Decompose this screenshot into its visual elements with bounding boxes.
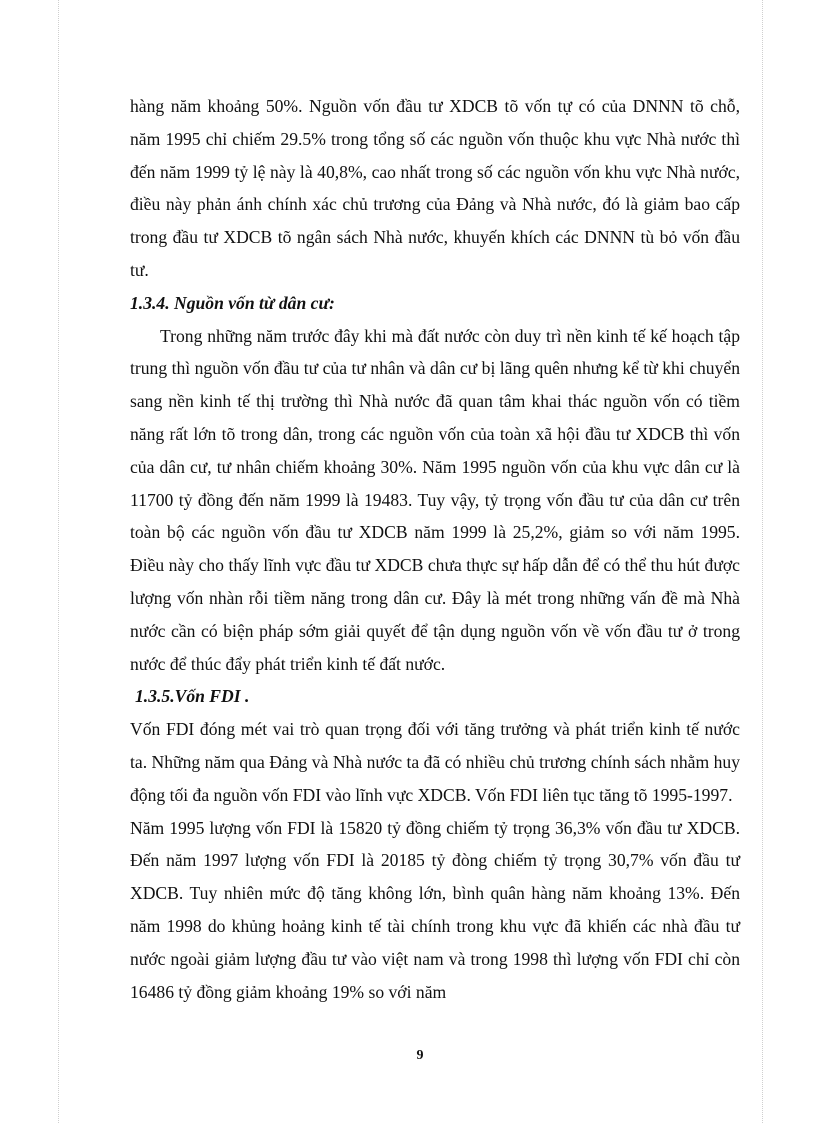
paragraph-state-capital: hàng năm khoảng 50%. Nguồn vốn đầu tư XDCB tõ vốn tự có của DNNN tõ chỗ, năm 1995 chỉ chiếm 29.5% trong tổng số các nguồn vốn thuộc khu vực Nhà nước thì đến năm 1999 tỷ lệ này là 40,8%, cao nhất trong số các nguồn vốn khu vực Nhà nước, điều này phản ánh chính xác chủ trương của Đảng và Nhà nước, đó là giảm bao cấp trong đầu tư XDCB tõ ngân sách Nhà nước, khuyến khích các DNNN tù bỏ vốn đầu tư.: [130, 96, 740, 280]
page-number: 9: [416, 1048, 424, 1063]
page-margin-guide-left: [58, 0, 59, 1123]
section-heading-fdi: 1.3.5.Vốn FDI .: [135, 686, 250, 707]
document-body: [130, 90, 740, 1008]
section-heading-residential-capital: 1.3.4. Nguồn vốn từ dân cư:: [130, 292, 335, 313]
paragraph-fdi-role: Vốn FDI đóng mét vai trò quan trọng đối với tăng trưởng và phát triển kinh tế nước ta. Những năm qua Đảng và Nhà nước ta đã có nhiều chủ trương chính sách nhằm huy động tối đa nguồn vốn FDI vào lĩnh vực XDCB. Vốn FDI liên tục tăng tõ 1995-1997.: [130, 719, 740, 805]
page-margin-guide-right: [762, 0, 763, 1123]
paragraph-residential-capital: Trong những năm trước đây khi mà đất nước còn duy trì nền kinh tế kế hoạch tập trung thì nguồn vốn đầu tư của tư nhân và dân cư bị lãng quên nhưng kể từ khi chuyển sang nền kinh tế thị trường thì Nhà nước đã quan tâm khai thác nguồn vốn có tiềm năng rất lớn tõ trong dân, trong các nguồn vốn của toàn xã hội đầu tư XDCB thì vốn của dân cư, tư nhân chiếm khoảng 30%. Năm 1995 nguồn vốn của khu vực dân cư là 11700 tỷ đồng đến năm 1999 là 19483. Tuy vậy, tỷ trọng vốn đầu tư của dân cư trên toàn bộ các nguồn vốn đầu tư XDCB năm 1999 là 25,2%, giảm so với năm 1995. Điều này cho thấy lĩnh vực đầu tư XDCB chưa thực sự hấp dẫn để có thể thu hút được lượng vốn nhàn rỗi tiềm năng trong dân cư. Đây là mét trong những vấn đề mà Nhà nước cần có biện pháp sớm giải quyết để tận dụng nguồn vốn về vốn đầu tư ở trong nước để thúc đẩy phát triển kinh tế đất nước.: [130, 325, 740, 674]
paragraph-fdi-figures: Năm 1995 lượng vốn FDI là 15820 tỷ đồng chiếm tỷ trọng 36,3% vốn đầu tư XDCB. Đến năm 1997 lượng vốn FDI là 20185 tỷ đòng chiếm tỷ trọng 30,7% vốn đầu tư XDCB. Tuy nhiên mức độ tăng không lớn, bình quân hàng năm khoảng 13%. Đến năm 1998 do khủng hoảng kinh tế tài chính trong khu vực đã khiến các nhà đầu tư nước ngoài giảm lượng đầu tư vào việt nam và trong 1998 thì lượng vốn FDI chỉ còn 16486 tỷ đồng giảm khoảng 19% so với năm: [130, 817, 740, 1002]
